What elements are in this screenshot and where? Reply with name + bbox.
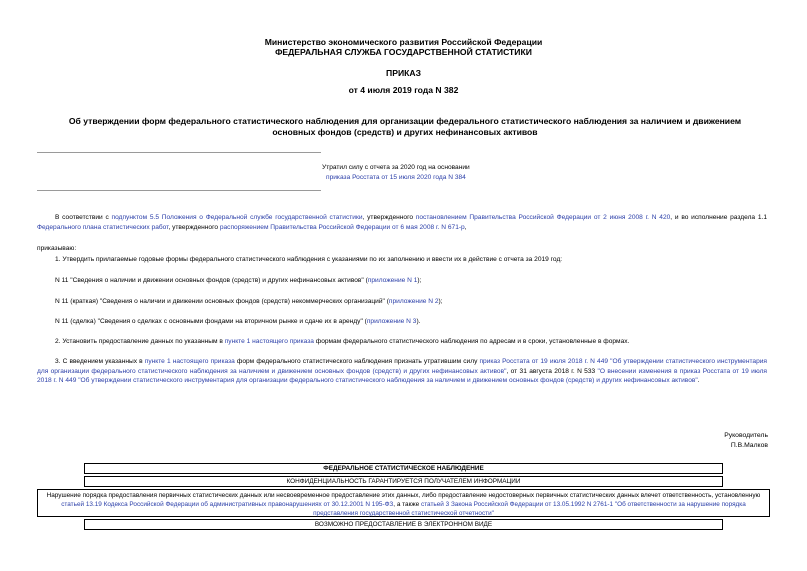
item-3-link-order-449[interactable]: приказ Росстата от 19 июля 2018 г. N 449 "Об утверждении статистического инструментария для организации федерального статистического наблюдения за наличием и движением основных фондов (средств) и других нефинансовых активов" [37, 358, 767, 375]
preamble-text: В соответствии с [55, 214, 112, 221]
preamble [37, 213, 767, 232]
ministry-name: Министерство экономического развития Российской Федерации [264, 37, 543, 47]
form-item-text: N 11 (сделка) "Сведения о сделках с основными фондами на вторичном рынке и сдаче их в аренду" ( [55, 318, 367, 325]
item-3 [37, 357, 767, 386]
item-2-text: 2. Установить предоставление данных по указанным в [55, 338, 225, 345]
form-item-end: ); [438, 298, 443, 305]
liability-text: Нарушение порядка предоставления первичных статистических данных или несвоевременное предоставление этих данных, либо предоставление недостоверных первичных статистических данных влечет ответственность, установленную [46, 492, 761, 499]
service-name: ФЕДЕРАЛЬНАЯ СЛУЖБА ГОСУДАРСТВЕННОЙ СТАТИСТИКИ [275, 47, 532, 57]
preamble-link-regulation[interactable]: подпунктом 5.5 Положения о Федеральной службе государственной статистики [111, 214, 363, 221]
lost-force-note [322, 163, 522, 183]
document-date: от 4 июля 2019 года N 382 [348, 85, 459, 95]
item-2-link[interactable]: пункте 1 настоящего приказа [224, 338, 314, 345]
signature-role: Руководитель [724, 432, 768, 439]
preamble-link-plan[interactable]: Федерального плана статистических работ [37, 223, 169, 231]
signature-name: П.В.Малков [730, 442, 768, 449]
preamble-text: , и во исполнение раздела 1.1 [670, 214, 768, 221]
form-item-2 [55, 297, 767, 307]
lost-force-text: Утратил силу с отчета за 2020 год на основании [322, 164, 470, 171]
appendix-2-link[interactable]: приложение N 2 [388, 298, 439, 305]
form-item-text: N 11 "Сведения о наличии и движении основных фондов (средств) и других нефинансовых активов" ( [55, 277, 368, 284]
form-item-text: N 11 (краткая) "Сведения о наличии и движении основных фондов (средств) некоммерческих организаций" ( [55, 298, 389, 305]
item-1: 1. Утвердить прилагаемые годовые формы федерального статистического наблюдения с указаниями по их заполнению и ввести их в действие с отчета за 2019 год: [55, 256, 563, 263]
preamble-link-resolution[interactable]: постановлением Правительства Российской Федерации от 2 июня 2008 г. N 420 [415, 214, 671, 221]
liability-link-code[interactable]: статьей 13.19 Кодекса Российской Федерации об административных правонарушениях от 30.12.2001 N 195-ФЗ [61, 501, 394, 508]
appendix-3-link[interactable]: приложение N 3 [366, 318, 417, 325]
preamble-link-order[interactable]: распоряжением Правительства Российской Федерации от 6 мая 2008 г. N 671-р [219, 223, 465, 231]
lost-force-link[interactable]: приказа Росстата от 15 июля 2020 года N 384 [326, 174, 466, 181]
item-3-link-point[interactable]: пункте 1 настоящего приказа [144, 358, 235, 365]
form-item-3 [55, 317, 767, 327]
preamble-text: , [464, 223, 467, 231]
form-item-1 [55, 276, 767, 286]
item-2-text: формам федерального статистического наблюдения по адресам и в сроки, установленные в формах. [313, 338, 630, 345]
form-table-row-federal-observation: ФЕДЕРАЛЬНОЕ СТАТИСТИЧЕСКОЕ НАБЛЮДЕНИЕ [84, 463, 723, 474]
item-3-link-order-533[interactable]: "О внесении изменения в приказ Росстата от 19 июля 2018 г. N 449 "Об утверждении статистического инструментария для организации федерального статистического наблюдения за наличием и движением основных фондов (средств) и других нефинансовых активов" [37, 367, 767, 384]
appendix-1-link[interactable]: приложение N 1 [367, 277, 418, 284]
form-item-end: ). [416, 318, 421, 325]
preamble-text: , утвержденного [168, 223, 220, 231]
liability-link-law[interactable]: статьей 3 Закона Российской Федерации от 13.05.1992 N 2761-1 "Об ответственности за нарушение порядка представления государственной статистической отчетности" [313, 501, 746, 517]
liability-text: , а также [393, 501, 421, 508]
item-3-text: , от 31 августа 2018 г. N 533 [506, 367, 598, 375]
form-table-row-confidentiality: КОНФИДЕНЦИАЛЬНОСТЬ ГАРАНТИРУЕТСЯ ПОЛУЧАТЕЛЕМ ИНФОРМАЦИИ [84, 476, 723, 487]
item-3-text: форм федерального статистического наблюдения признать утратившим силу [234, 358, 480, 365]
item-2 [55, 337, 767, 347]
divider-bottom [37, 190, 321, 191]
order-word: приказываю: [37, 245, 77, 252]
document-title: Об утверждении форм федерального статистического наблюдения для организации федерального статистического наблюдения за наличием и движением основных фондов (средств) и других нефинансовых активов [68, 116, 742, 137]
form-table-row-liability [37, 489, 770, 517]
item-3-text: . [697, 377, 700, 384]
item-3-text: 3. С введением указанных в [55, 358, 145, 365]
signature-block [724, 431, 768, 451]
form-table-row-electronic: ВОЗМОЖНО ПРЕДОСТАВЛЕНИЕ В ЭЛЕКТРОННОМ ВИДЕ [84, 519, 723, 530]
preamble-text: , утвержденного [362, 214, 416, 221]
divider-top [37, 152, 321, 153]
form-item-end: ); [417, 277, 422, 284]
document-header [0, 37, 807, 57]
document-type: ПРИКАЗ [386, 68, 421, 78]
